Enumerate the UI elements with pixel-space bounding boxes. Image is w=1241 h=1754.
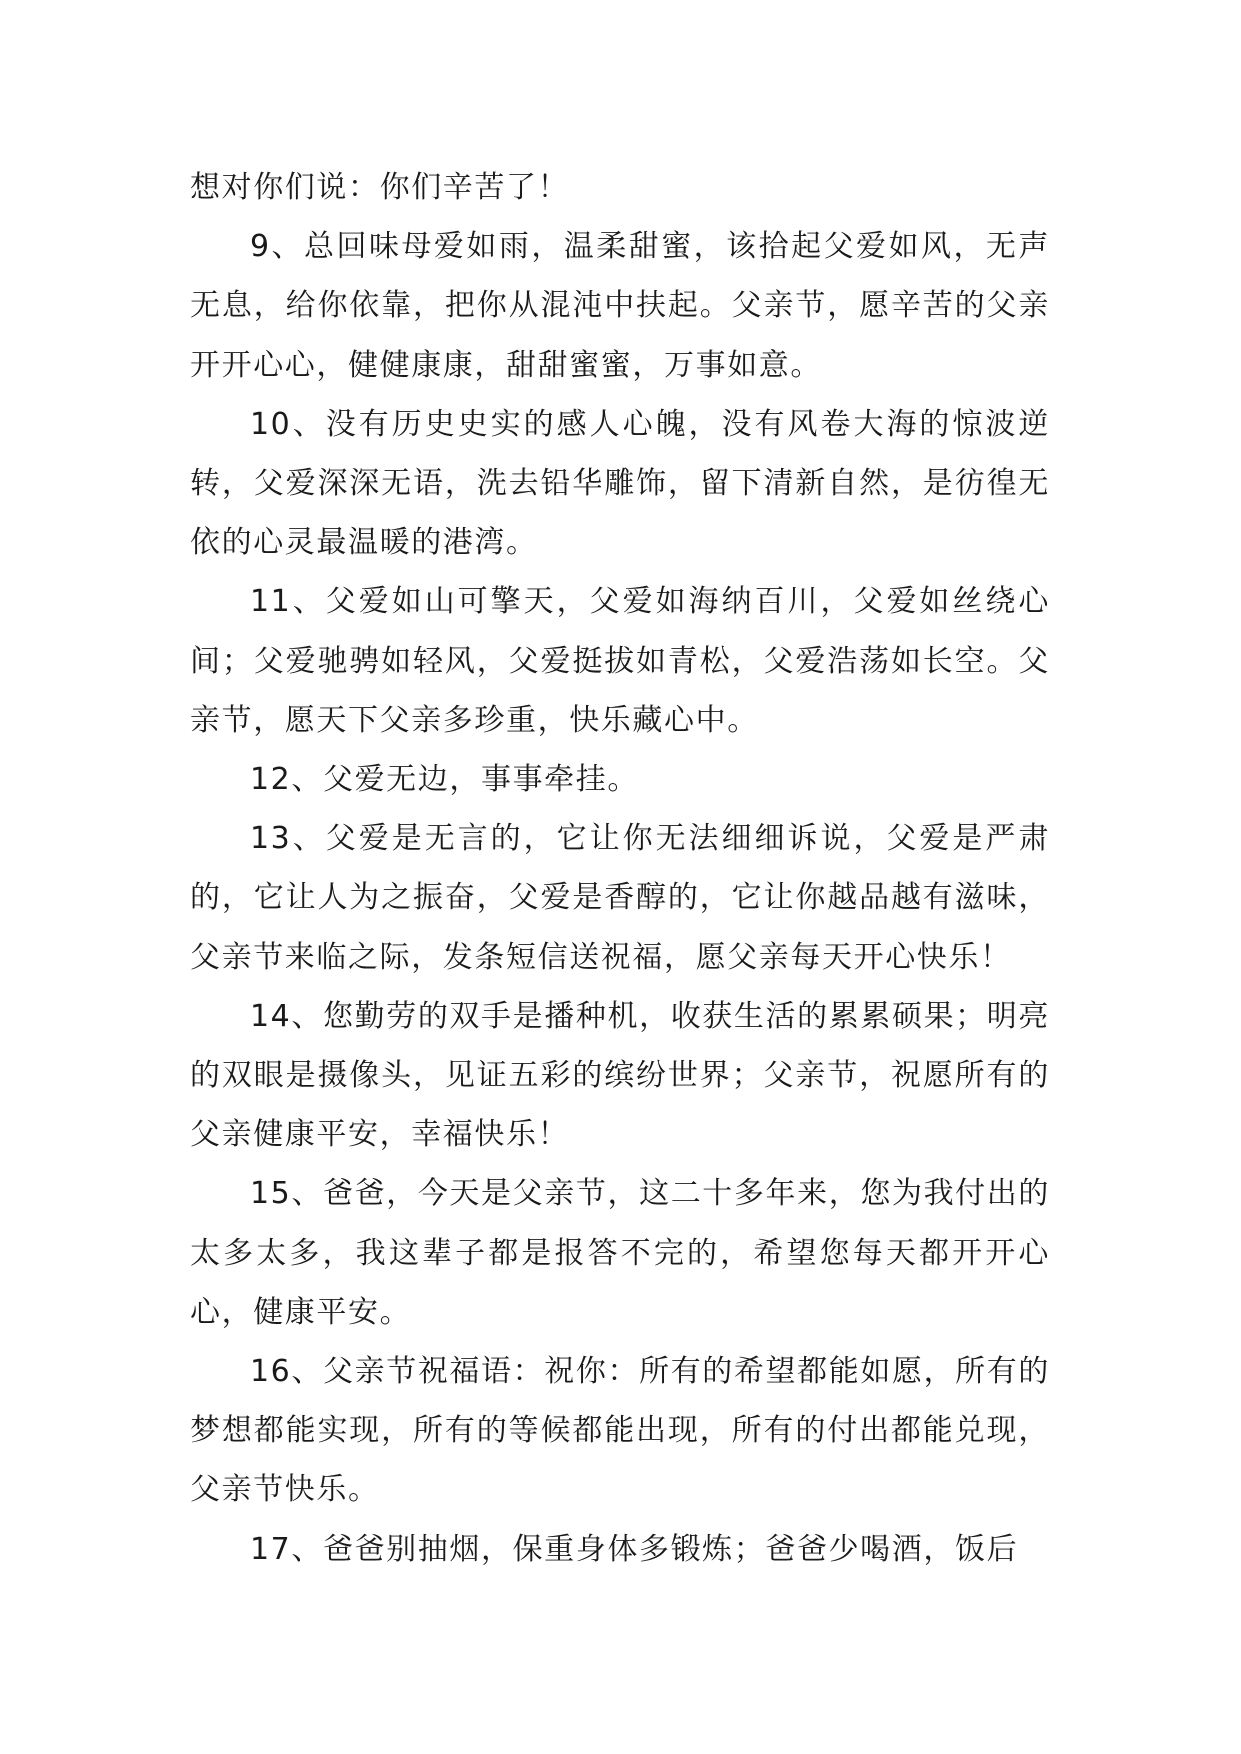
- body-text: [190, 158, 1050, 1579]
- paragraph-item-9: 9、总回味母爱如雨，温柔甜蜜，该拾起父爱如风，无声无息，给你依靠，把你从混沌中扶起。父亲节，愿辛苦的父亲开开心心，健健康康，甜甜蜜蜜，万事如意。: [190, 229, 1050, 383]
- paragraph-item-12: 12、父爱无边，事事牵挂。: [250, 762, 639, 798]
- paragraph-item-13: 13、父爱是无言的，它让你无法细细诉说，父爱是严肃的，它让人为之振奋，父爱是香醇的，它让你越品越有滋味，父亲节来临之际，发条短信送祝福，愿父亲每天开心快乐！: [190, 821, 1050, 975]
- paragraph-item-10: 10、没有历史史实的感人心魄，没有风卷大海的惊波逆转，父爱深深无语，洗去铅华雕饰，留下清新自然，是彷徨无依的心灵最温暖的港湾。: [190, 406, 1050, 561]
- paragraph-item-14: 14、您勤劳的双手是播种机，收获生活的累累硕果；明亮的双眼是摄像头，见证五彩的缤纷世界；父亲节，祝愿所有的父亲健康平安，幸福快乐！: [190, 998, 1050, 1153]
- paragraph-item-15: 15、爸爸，今天是父亲节，这二十多年来，您为我付出的太多太多，我这辈子都是报答不完的，希望您每天都开开心心，健康平安。: [190, 1176, 1050, 1330]
- paragraph-item-16: 16、父亲节祝福语：祝你：所有的希望都能如愿，所有的梦想都能实现，所有的等候都能出现，所有的付出都能兑现，父亲节快乐。: [190, 1354, 1050, 1508]
- paragraph-item-17: 17、爸爸别抽烟，保重身体多锻炼；爸爸少喝酒，饭后: [250, 1531, 1019, 1567]
- paragraph-item-11: 11、父爱如山可擎天，父爱如海纳百川，父爱如丝绕心间；父爱驰骋如轻风，父爱挺拔如青松，父爱浩荡如长空。父亲节，愿天下父亲多珍重，快乐藏心中。: [190, 584, 1050, 738]
- paragraph-continuation: 想对你们说：你们辛苦了！: [190, 170, 570, 205]
